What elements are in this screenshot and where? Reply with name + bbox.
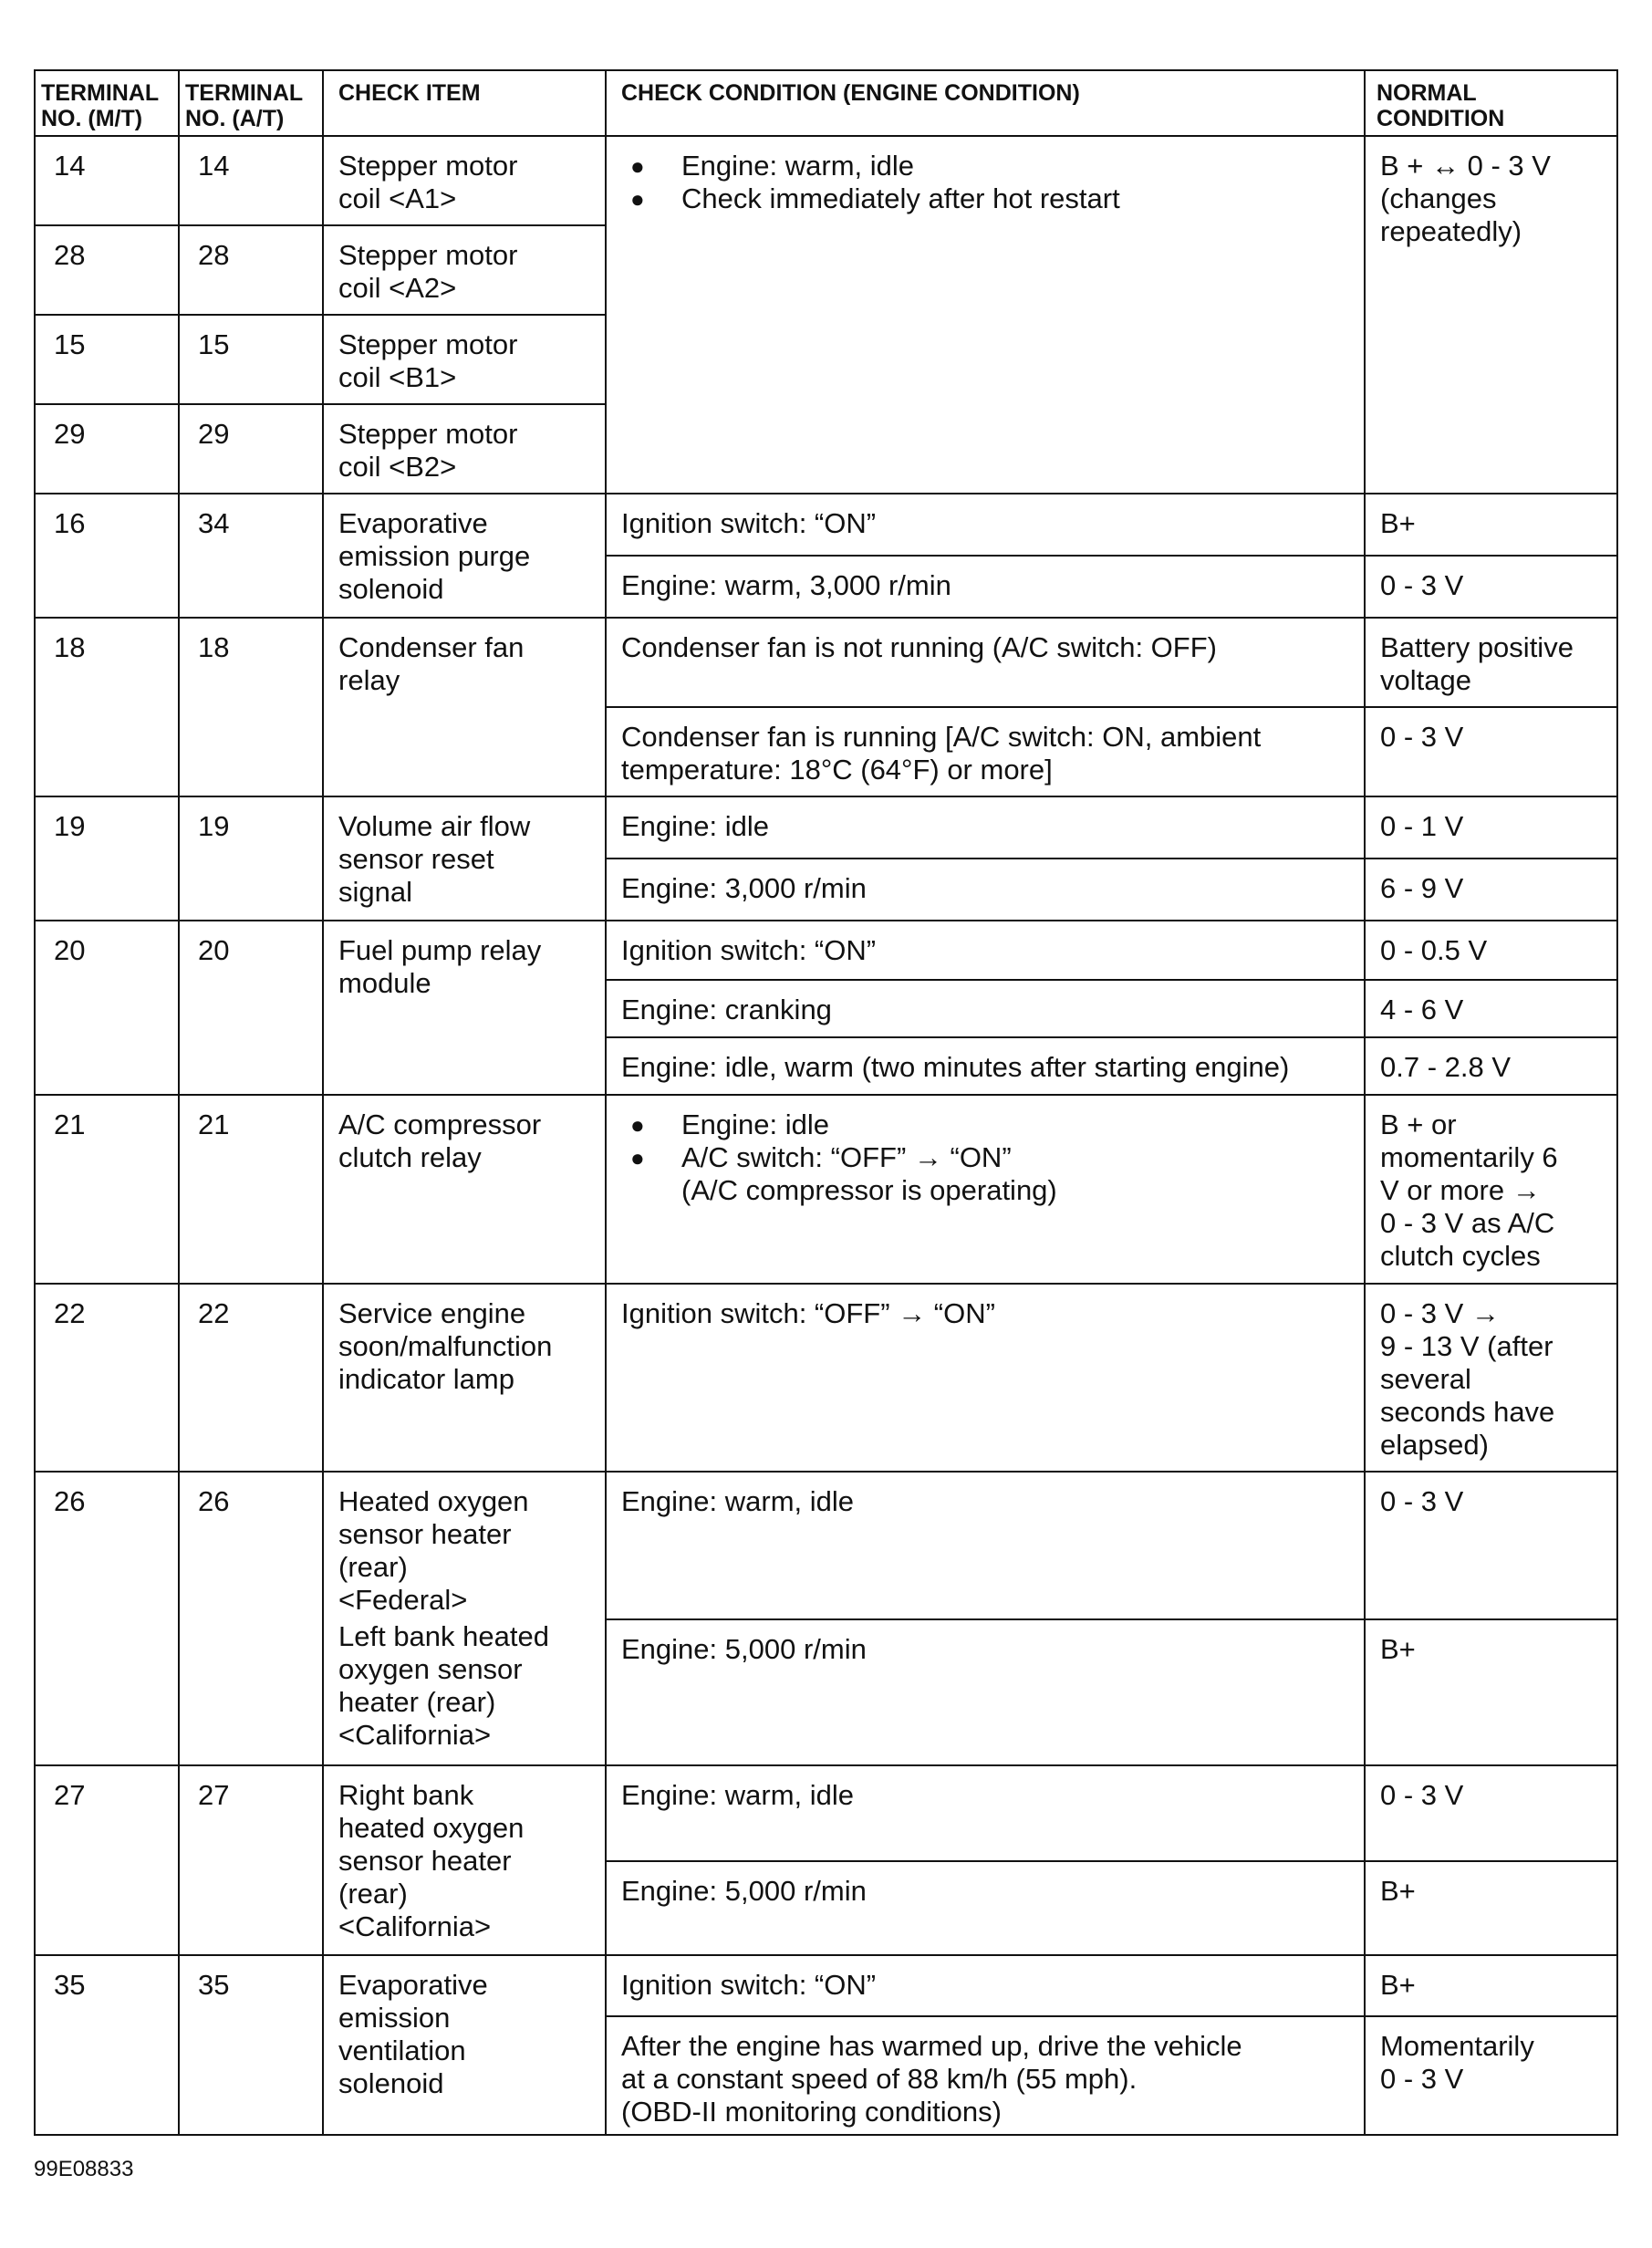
terminal-mt: 16 — [35, 494, 179, 618]
terminal-mt: 15 — [35, 315, 179, 404]
normal-condition: 0 - 3 V — [1365, 1472, 1617, 1619]
check-condition: Engine: warm, 3,000 r/min — [606, 556, 1365, 618]
terminal-at: 35 — [179, 1955, 323, 2135]
check-item: Condenser fan relay — [323, 618, 606, 796]
check-item: Service engine soon/malfunction indicator lamp — [323, 1284, 606, 1472]
terminal-mt: 26 — [35, 1472, 179, 1765]
table-row — [35, 1955, 1617, 2016]
table-row — [35, 618, 1617, 707]
normal-condition: B+ — [1365, 1619, 1617, 1765]
normal-condition: 0 - 0.5 V — [1365, 921, 1617, 980]
normal-condition: B + ↔ 0 - 3 V (changes repeatedly) — [1365, 136, 1617, 494]
check-item: Stepper motor coil <B2> — [323, 404, 606, 494]
header-terminal-at: TERMINAL NO. (A/T) — [179, 70, 323, 136]
normal-condition: B+ — [1365, 1955, 1617, 2016]
normal-condition: 0 - 3 V — [1365, 707, 1617, 796]
terminal-at: 34 — [179, 494, 323, 618]
normal-condition: 6 - 9 V — [1365, 859, 1617, 921]
terminal-at: 28 — [179, 225, 323, 315]
terminal-at: 18 — [179, 618, 323, 796]
check-item: Evaporative emission purge solenoid — [323, 494, 606, 618]
check-item: Stepper motor coil <A2> — [323, 225, 606, 315]
normal-condition: B + or momentarily 6 V or more → 0 - 3 V as A/C clutch cycles — [1365, 1095, 1617, 1284]
table-row — [35, 1095, 1617, 1284]
table-row — [35, 921, 1617, 980]
table-header-row — [35, 70, 1617, 136]
check-item: Right bank heated oxygen sensor heater (rear) <California> — [323, 1765, 606, 1955]
check-item: Stepper motor coil <A1> — [323, 136, 606, 225]
terminal-mt: 14 — [35, 136, 179, 225]
header-terminal-mt: TERMINAL NO. (M/T) — [35, 70, 179, 136]
normal-condition: Momentarily 0 - 3 V — [1365, 2016, 1617, 2135]
condition-bullet: ● Engine: warm, idle — [621, 150, 1349, 182]
header-check-condition: CHECK CONDITION (ENGINE CONDITION) — [606, 70, 1365, 136]
terminal-mt: 29 — [35, 404, 179, 494]
normal-condition: 0 - 3 V → 9 - 13 V (after several seconds have elapsed) — [1365, 1284, 1617, 1472]
terminal-mt: 19 — [35, 796, 179, 921]
terminal-at: 15 — [179, 315, 323, 404]
check-item: Stepper motor coil <B1> — [323, 315, 606, 404]
check-condition — [606, 1095, 1365, 1284]
check-item: Evaporative emission ventilation solenoid — [323, 1955, 606, 2135]
terminal-at: 21 — [179, 1095, 323, 1284]
check-condition: Ignition switch: “ON” — [606, 1955, 1365, 2016]
check-condition — [606, 136, 1365, 494]
normal-condition: Battery positive voltage — [1365, 618, 1617, 707]
check-condition: Engine: warm, idle — [606, 1472, 1365, 1619]
terminal-mt: 27 — [35, 1765, 179, 1955]
terminal-mt: 20 — [35, 921, 179, 1095]
check-item — [323, 1472, 606, 1765]
terminal-at: 27 — [179, 1765, 323, 1955]
terminal-at: 20 — [179, 921, 323, 1095]
terminal-mt: 35 — [35, 1955, 179, 2135]
check-condition: Ignition switch: “ON” — [606, 921, 1365, 980]
header-check-item: CHECK ITEM — [323, 70, 606, 136]
check-condition: Engine: 3,000 r/min — [606, 859, 1365, 921]
check-item: Fuel pump relay module — [323, 921, 606, 1095]
normal-condition: 4 - 6 V — [1365, 980, 1617, 1037]
normal-condition: B+ — [1365, 494, 1617, 556]
terminal-at: 14 — [179, 136, 323, 225]
terminal-mt: 28 — [35, 225, 179, 315]
normal-condition: 0 - 3 V — [1365, 1765, 1617, 1861]
terminal-check-table — [34, 69, 1618, 2136]
terminal-mt: 22 — [35, 1284, 179, 1472]
check-condition: Ignition switch: “ON” — [606, 494, 1365, 556]
condition-bullet: ● A/C switch: “OFF” → “ON” (A/C compressor is operating) — [621, 1141, 1349, 1207]
check-condition: Ignition switch: “OFF” → “ON” — [606, 1284, 1365, 1472]
check-item: A/C compressor clutch relay — [323, 1095, 606, 1284]
condition-bullet: ● Check immediately after hot restart — [621, 182, 1349, 215]
table-row — [35, 1472, 1617, 1619]
table-row — [35, 1284, 1617, 1472]
check-condition: Engine: 5,000 r/min — [606, 1861, 1365, 1955]
check-condition: Engine: warm, idle — [606, 1765, 1365, 1861]
check-condition: After the engine has warmed up, drive the vehicle at a constant speed of 88 km/h (55 mph). (OBD-II monitoring conditions) — [606, 2016, 1365, 2135]
check-item: Volume air flow sensor reset signal — [323, 796, 606, 921]
check-condition: Engine: idle, warm (two minutes after starting engine) — [606, 1037, 1365, 1095]
check-item-federal: Heated oxygen sensor heater (rear) <Federal> — [338, 1485, 529, 1616]
figure-code: 99E08833 — [34, 2157, 134, 2181]
table-row — [35, 494, 1617, 556]
table-row — [35, 136, 1617, 225]
normal-condition: 0 - 3 V — [1365, 556, 1617, 618]
header-normal-condition: NORMAL CONDITION — [1365, 70, 1617, 136]
table-row — [35, 796, 1617, 859]
normal-condition: 0.7 - 2.8 V — [1365, 1037, 1617, 1095]
terminal-at: 29 — [179, 404, 323, 494]
check-condition: Condenser fan is not running (A/C switch: OFF) — [606, 618, 1365, 707]
terminal-at: 26 — [179, 1472, 323, 1765]
normal-condition: 0 - 1 V — [1365, 796, 1617, 859]
normal-condition: B+ — [1365, 1861, 1617, 1955]
check-condition: Condenser fan is running [A/C switch: ON, ambient temperature: 18°C (64°F) or more] — [606, 707, 1365, 796]
check-condition: Engine: cranking — [606, 980, 1365, 1037]
terminal-at: 19 — [179, 796, 323, 921]
terminal-at: 22 — [179, 1284, 323, 1472]
check-item-california: Left bank heated oxygen sensor heater (rear) <California> — [338, 1620, 549, 1751]
terminal-mt: 18 — [35, 618, 179, 796]
check-condition: Engine: 5,000 r/min — [606, 1619, 1365, 1765]
check-condition: Engine: idle — [606, 796, 1365, 859]
table-row — [35, 1765, 1617, 1861]
condition-bullet: ● Engine: idle — [621, 1108, 1349, 1141]
terminal-mt: 21 — [35, 1095, 179, 1284]
